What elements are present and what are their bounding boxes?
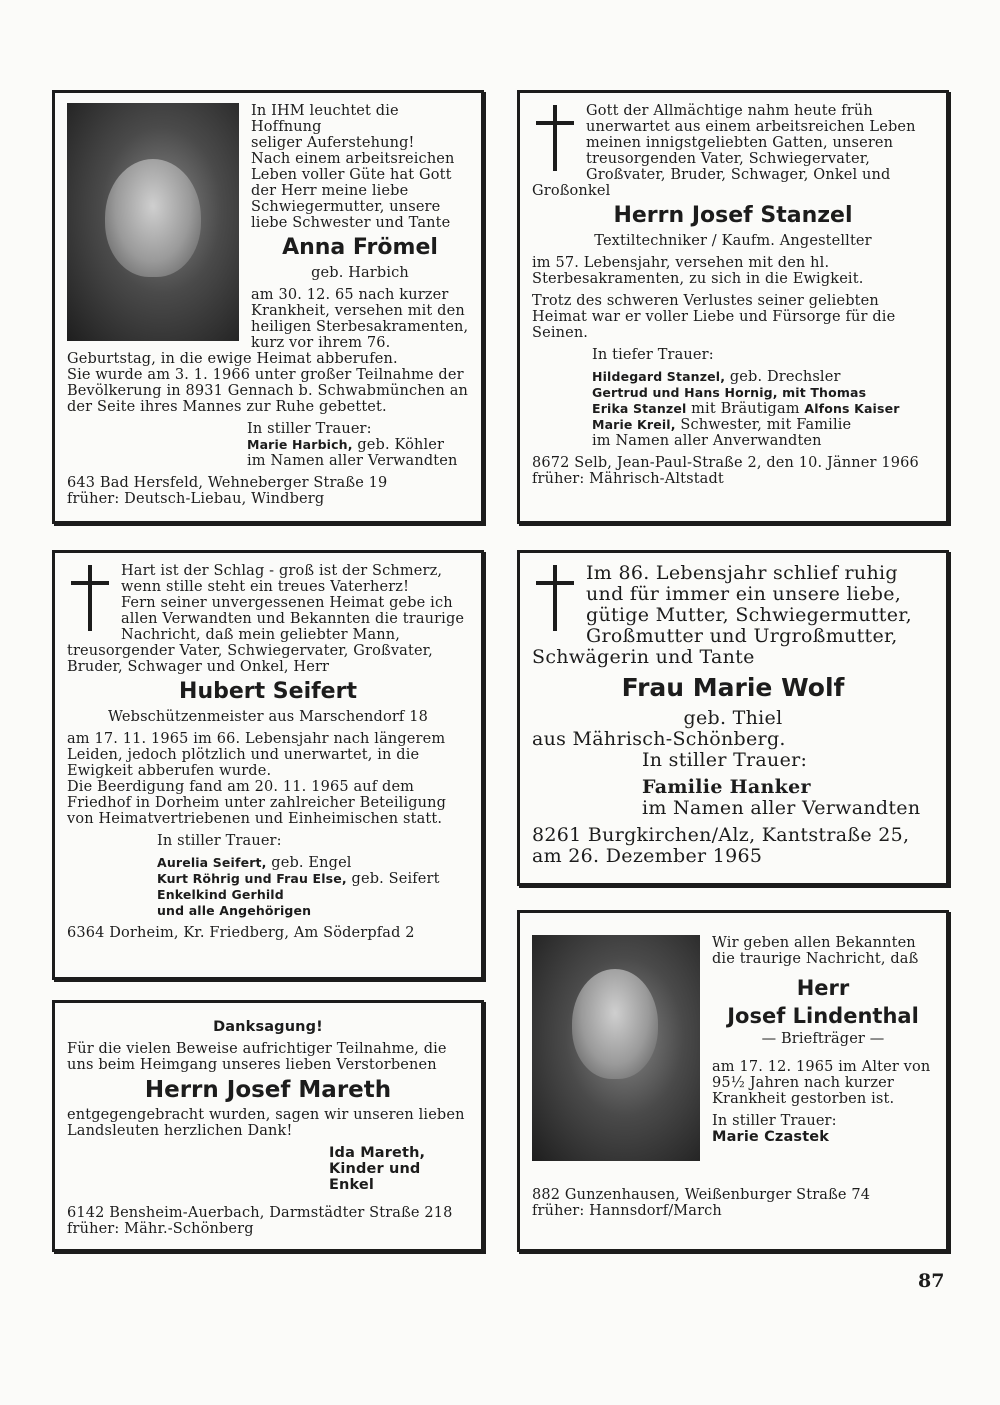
address-date: am 26. Dezember 1965 (532, 845, 763, 867)
mourning-label: In stiller Trauer: (642, 749, 808, 771)
death-details: am 17. 12. 1965 im Alter von 95½ Jahren nach kurzer Krankheit gestorben ist. (712, 1059, 931, 1107)
relatives-line: im Namen aller Verwandten (247, 453, 458, 469)
death-details: im 57. Lebensjahr, versehen mit den hl. Sterbesakramenten, zu sich in die Ewigkeit. (532, 255, 864, 287)
relatives-line: im Namen aller Anverwandten (592, 433, 822, 449)
cross-icon (532, 563, 578, 633)
former-address: früher: Mähr.-Schönberg (67, 1221, 254, 1237)
mourner-maiden: geb. Engel (266, 855, 352, 871)
page-number: 87 (918, 1270, 945, 1292)
intro-text: Wir geben allen Bekannten die traurige Nachricht, daß (712, 935, 919, 967)
mourner-line (157, 871, 469, 887)
mourner-line (157, 887, 469, 903)
mourner-name: Alfons Kaiser (804, 401, 900, 416)
intro-line: gütige Mutter, Schwiegermutter, (586, 604, 912, 626)
obituary-josef-lindenthal (517, 910, 949, 1252)
hope-line-2: seliger Auferstehung! (251, 135, 415, 151)
mourner-name: Kurt Röhrig und Frau Else, (157, 871, 347, 886)
address: 8261 Burgkirchen/Alz, Kantstraße 25, (532, 824, 910, 846)
mourner-name: Marie Czastek (712, 1129, 830, 1145)
thanks-josef-mareth (52, 1000, 484, 1252)
occupation: — Briefträger — (761, 1031, 885, 1047)
maiden-name: geb. Thiel (683, 707, 783, 729)
deceased-name: Herrn Josef Mareth (144, 1077, 392, 1103)
mourner-maiden: geb. Drechsler (725, 369, 841, 385)
address: 643 Bad Hersfeld, Wehneberger Straße 19 (67, 475, 388, 491)
intro-line: Großmutter und Urgroßmutter, Schwägerin und Tante (532, 625, 898, 668)
thanks-title: Danksagung! (213, 1019, 323, 1035)
death-details: am 17. 11. 1965 im 66. Lebensjahr nach längerem Leiden, jedoch plötzlich und unerwartet, in die Ewigkeit abberufen wurde. (67, 731, 446, 779)
tribute-text: Trotz des schweren Verlustes seiner geliebten Heimat war er voller Liebe und Fürsorge für die Seinen. (532, 293, 896, 341)
burial-text: Die Beerdigung fand am 20. 11. 1965 auf dem Friedhof in Dorheim unter zahlreicher Beteiligung von Heimatvertriebenen und Einheimischen statt. (67, 779, 447, 827)
former-address: früher: Deutsch-Liebau, Windberg (67, 491, 325, 507)
mourner-name: Aurelia Seifert, (157, 855, 267, 870)
cross-icon (532, 103, 578, 173)
intro-verse: Hart ist der Schlag - groß ist der Schmerz, wenn stille steht ein treues Vaterherz! (121, 563, 443, 595)
mourner-name: Gertrud und Hans Hornig, mit Thomas (592, 385, 867, 400)
origin: aus Mährisch-Schönberg. (532, 728, 786, 750)
mourner-maiden: geb. Köhler (352, 437, 445, 453)
mourning-label: In stiller Trauer: (157, 833, 282, 849)
intro-text: Nach einem arbeitsreichen Leben voller Güte hat Gott der Herr meine liebe Schwiegermutter, unsere liebe Schwester und Tante (251, 151, 455, 231)
mourner-line (592, 385, 934, 401)
obituary-anna-froemel (52, 90, 484, 524)
address: 882 Gunzenhausen, Weißenburger Straße 74 (532, 1187, 871, 1203)
signature-name: Ida Mareth, (329, 1145, 426, 1161)
mourner-name: Hildegard Stanzel, (592, 369, 726, 384)
death-details: am 30. 12. 65 nach kurzer Krankheit, versehen mit den heiligen Sterbesakramenten, kurz vor ihrem 76. Geburtstag, in die ewige Heimat abberufen. (67, 287, 469, 367)
mourner-name: und alle Angehörigen (157, 903, 312, 918)
portrait-photo (67, 103, 239, 341)
mourning-label: In stiller Trauer: (247, 421, 372, 437)
intro-text: Fern seiner unvergessenen Heimat gebe ich allen Verwandten und Bekannten die traurige Nachricht, daß mein geliebter Mann, treusorgender Vater, Schwiegervater, Großvater, Bruder, Schwager und Onkel, Herr (67, 595, 465, 675)
mourning-label: In tiefer Trauer: (592, 347, 714, 363)
mourner-name: Marie Kreil, (592, 417, 676, 432)
former-address: früher: Mährisch-Altstadt (532, 471, 724, 487)
signature-family: Kinder und Enkel (329, 1161, 421, 1193)
thanks-text: entgegengebracht wurden, sagen wir unseren lieben Landsleuten herzlichen Dank! (67, 1107, 465, 1139)
mourner-relation: Schwester, mit Familie (675, 417, 852, 433)
relatives-line: im Namen aller Verwandten (642, 797, 921, 819)
mourner-line (592, 417, 934, 433)
intro-text: Gott der Allmächtige nahm heute früh unerwartet aus einem arbeitsreichen Leben meinen innigstgeliebten Gatten, unseren treusorgenden Vater, Schwiegervater, Großvater, Bruder, Schwager, Onkel und Großonkel (532, 103, 916, 199)
mourner-name: Familie Hanker (642, 776, 811, 798)
title: Herr (796, 976, 850, 1000)
mourner-line (157, 855, 469, 871)
burial-text: Sie wurde am 3. 1. 1966 unter großer Teilnahme der Bevölkerung in 8931 Gennach b. Schwabmünchen an der Seite ihres Mannes zur Ruhe gebettet. (67, 367, 468, 415)
mourner-maiden: geb. Seifert (346, 871, 440, 887)
deceased-name: Hubert Seifert (179, 679, 357, 704)
deceased-name: Anna Frömel (282, 235, 438, 260)
mourner-name: Enkelkind Gerhild (157, 887, 284, 902)
intro-line: Im 86. Lebensjahr schlief ruhig (586, 562, 898, 584)
obituary-josef-stanzel (517, 90, 949, 524)
former-address: früher: Hannsdorf/March (532, 1203, 722, 1219)
maiden-name: geb. Harbich (311, 265, 409, 281)
intro-line: und für immer ein unsere liebe, (586, 583, 902, 605)
deceased-name: Frau Marie Wolf (621, 673, 845, 702)
mourner-relation: mit Bräutigam (686, 401, 805, 417)
thanks-text: Für die vielen Beweise aufrichtiger Teilnahme, die uns beim Heimgang unseres lieben Verstorbenen (67, 1041, 447, 1073)
deceased-name: Herrn Josef Stanzel (613, 203, 853, 228)
mourning-label: In stiller Trauer: (712, 1113, 837, 1129)
occupation: Textiltechniker / Kaufm. Angestellter (594, 233, 872, 249)
mourner-name: Erika Stanzel (592, 401, 687, 416)
portrait-photo (532, 935, 700, 1161)
address: 8672 Selb, Jean-Paul-Straße 2, den 10. Jänner 1966 (532, 455, 919, 471)
mourner-name: Marie Harbich, (247, 437, 353, 452)
address: 6142 Bensheim-Auerbach, Darmstädter Straße 218 (67, 1205, 453, 1221)
mourner-line (592, 369, 934, 385)
cross-icon (67, 563, 113, 633)
address: 6364 Dorheim, Kr. Friedberg, Am Söderpfad 2 (67, 925, 415, 941)
occupation: Webschützenmeister aus Marschendorf 18 (108, 709, 428, 725)
mourner-line (247, 437, 469, 453)
mourner-line (157, 903, 469, 919)
obituary-hubert-seifert (52, 550, 484, 980)
mourner-line (592, 401, 934, 417)
obituary-marie-wolf (517, 550, 949, 886)
deceased-name: Josef Lindenthal (727, 1004, 919, 1028)
hope-line: In IHM leuchtet die Hoffnung (251, 103, 399, 135)
